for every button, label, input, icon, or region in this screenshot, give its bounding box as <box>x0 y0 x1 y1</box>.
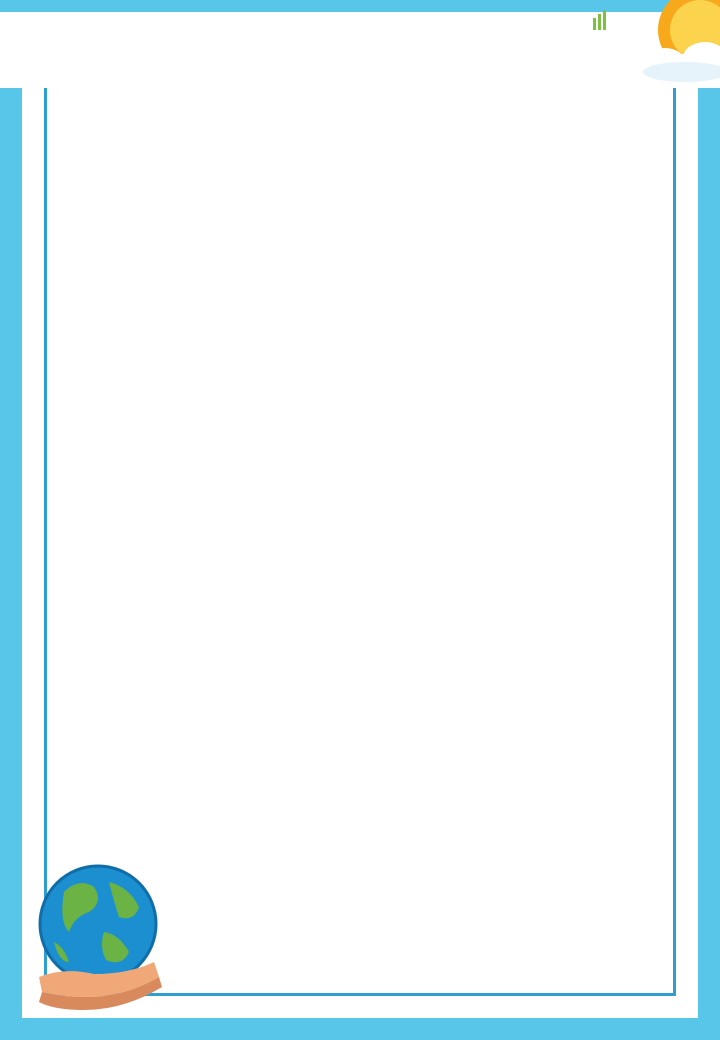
header-wave-decoration <box>0 0 720 40</box>
brand-logo-bars <box>592 10 612 30</box>
globe-in-hand-icon <box>34 862 164 1012</box>
sun-cloud-icon <box>630 0 720 100</box>
frame-inner-border <box>44 0 676 996</box>
header <box>0 0 720 88</box>
